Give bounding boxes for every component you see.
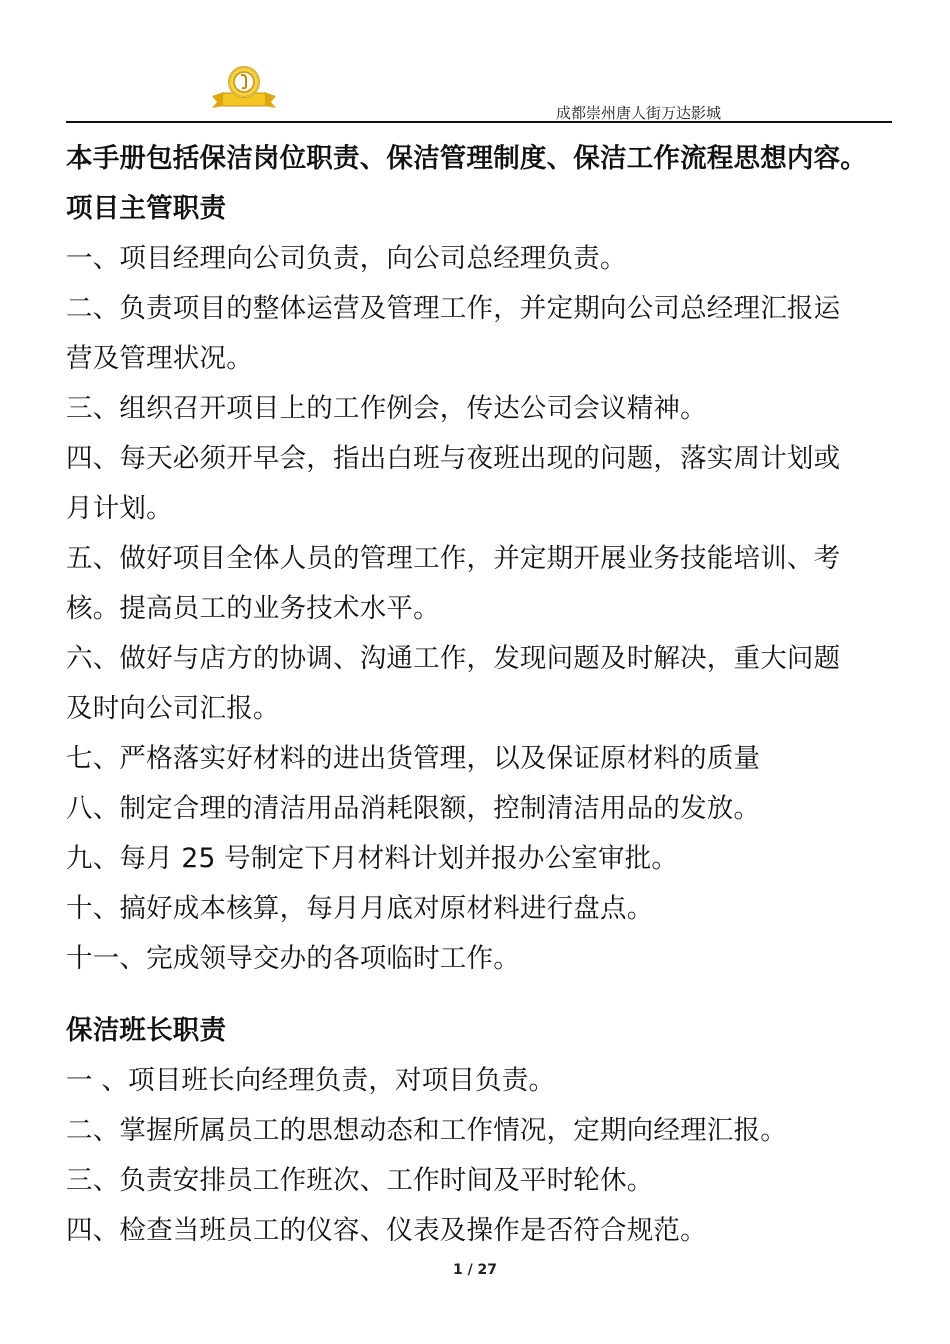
section1-line: 一、项目经理向公司负责，向公司总经理负责。 xyxy=(66,243,627,274)
section1-line: 核。提高员工的业务技术水平。 xyxy=(66,593,440,624)
section1-line: 月计划。 xyxy=(66,493,173,524)
section1-line: 及时向公司汇报。 xyxy=(66,693,280,724)
company-logo-icon xyxy=(208,62,280,116)
section1-line: 九、每月 25 号制定下月材料计划并报办公室审批。 xyxy=(66,843,679,874)
section-title-team-leader: 保洁班长职责 xyxy=(66,1015,227,1046)
header-divider xyxy=(66,121,892,123)
section2-line: 四、检查当班员工的仪容、仪表及操作是否符合规范。 xyxy=(66,1215,707,1246)
section1-line: 七、严格落实好材料的进出货管理，以及保证原材料的质量 xyxy=(66,743,761,774)
section1-line: 营及管理状况。 xyxy=(66,343,253,374)
intro-paragraph: 本手册包括保洁岗位职责、保洁管理制度、保洁工作流程思想内容。 xyxy=(66,143,867,174)
page-number: 1 / 27 xyxy=(452,1262,498,1278)
section2-line: 二、掌握所属员工的思想动态和工作情况，定期向经理汇报。 xyxy=(66,1115,787,1146)
section1-line: 五、做好项目全体人员的管理工作，并定期开展业务技能培训、考 xyxy=(66,543,841,574)
section1-line: 六、做好与店方的协调、沟通工作，发现问题及时解决，重大问题 xyxy=(66,643,841,674)
section1-line: 十、搞好成本核算，每月月底对原材料进行盘点。 xyxy=(66,893,654,924)
section1-line: 八、制定合理的清洁用品消耗限额，控制清洁用品的发放。 xyxy=(66,793,761,824)
document-body xyxy=(66,134,906,1256)
section1-line: 三、组织召开项目上的工作例会，传达公司会议精神。 xyxy=(66,393,707,424)
section1-line: 十一、完成领导交办的各项临时工作。 xyxy=(66,943,520,974)
section-spacer xyxy=(66,984,906,1006)
header-organization: 成都崇州唐人街万达影城 xyxy=(556,104,722,122)
section2-line: 一 、项目班长向经理负责，对项目负责。 xyxy=(66,1065,556,1096)
section1-line: 四、每天必须开早会，指出白班与夜班出现的问题，落实周计划或 xyxy=(66,443,841,474)
section1-line: 二、负责项目的整体运营及管理工作，并定期向公司总经理汇报运 xyxy=(66,293,841,324)
section-title-supervisor: 项目主管职责 xyxy=(66,193,227,224)
section2-line: 三、负责安排员工作班次、工作时间及平时轮休。 xyxy=(66,1165,654,1196)
